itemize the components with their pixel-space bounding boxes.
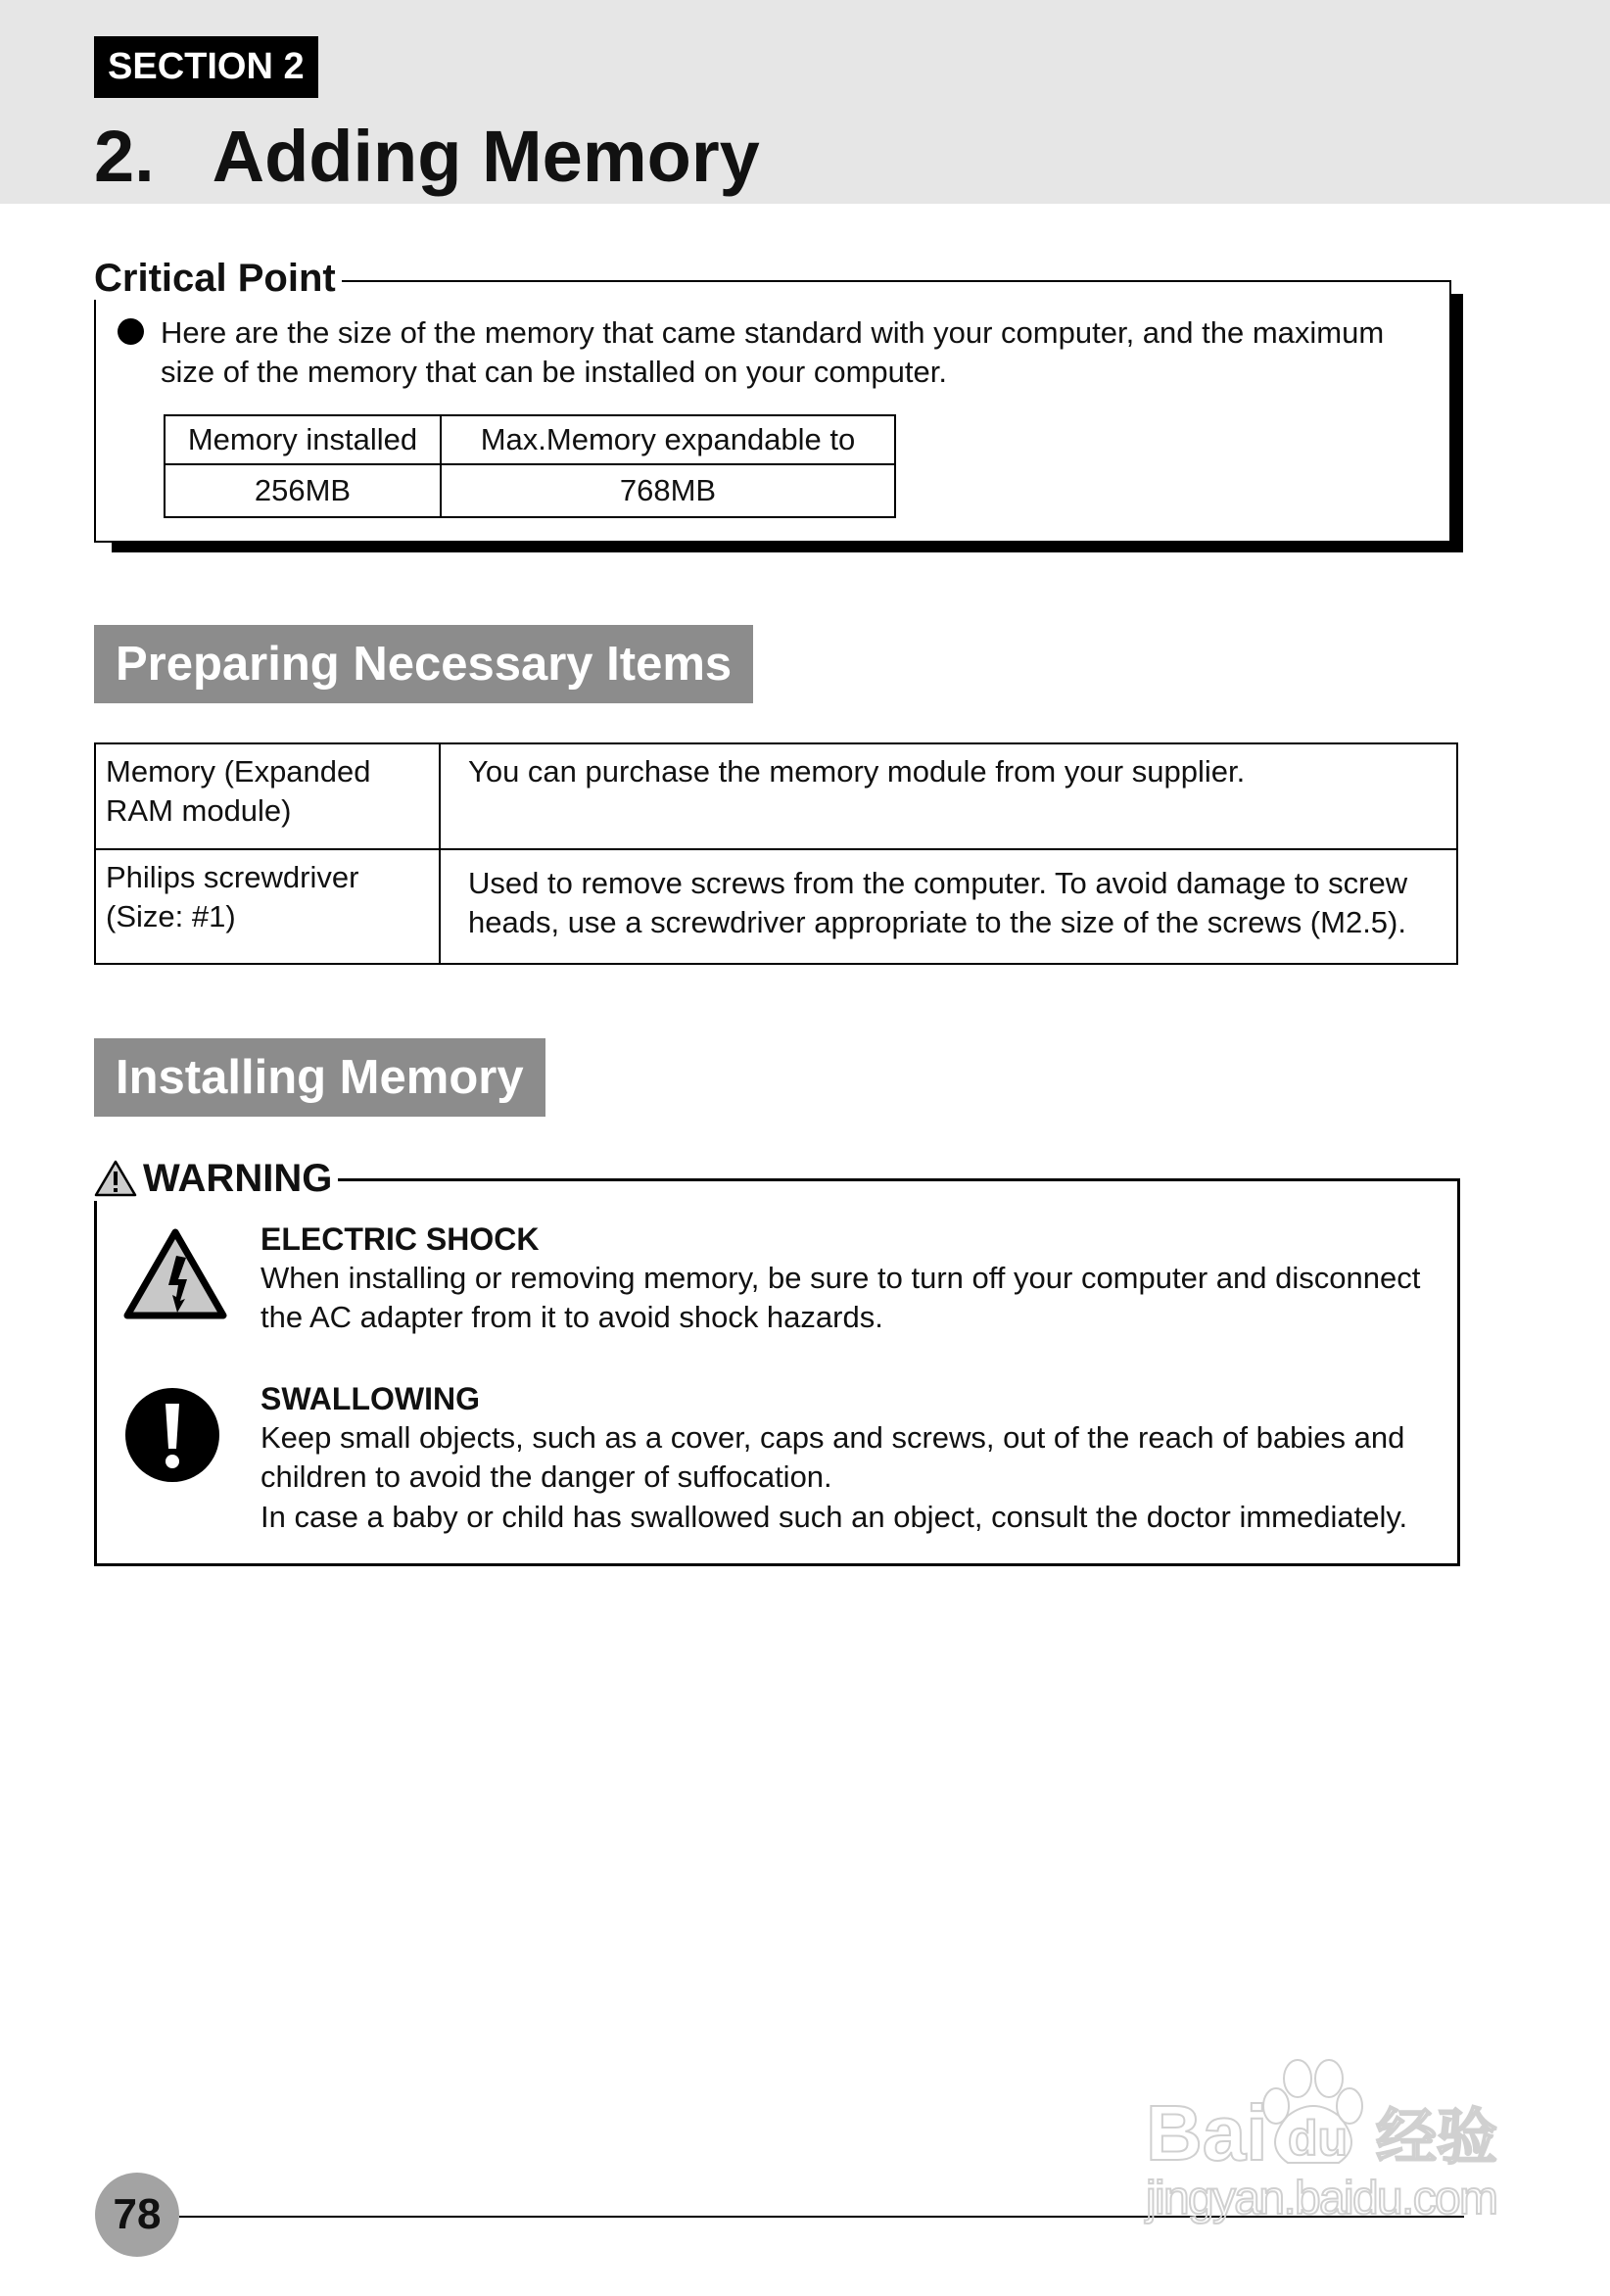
warning-title: ELECTRIC SHOCK [260,1221,540,1257]
svg-text:du: du [1288,2111,1349,2166]
max-memory-value: 768MB [441,464,895,517]
warning-text: When installing or removing memory, be sure to turn off your computer and disconnect the AC adapter from it to avoid shock hazards. [260,1261,1421,1334]
item-description: Used to remove screws from the computer. To avoid damage to screw heads, use a screwdriver appropriate to the size of the screws (M2.5). [440,849,1457,964]
items-table [94,742,1458,965]
baidu-watermark-logo [1141,2057,1513,2228]
warning-title: SWALLOWING [260,1381,480,1416]
item-name: Philips screwdriver (Size: #1) [95,849,440,964]
table-row [95,743,1457,849]
exclamation-icon [125,1388,219,1482]
memory-installed-value: 256MB [165,464,441,517]
svg-text:jingyan.baidu.com: jingyan.baidu.com [1146,2173,1498,2224]
warning-heading [94,1156,338,1201]
critical-point-heading: Critical Point [94,257,342,300]
page-number: 78 [95,2173,179,2257]
page-title: 2. Adding Memory [94,116,760,197]
bullet-icon [118,318,144,345]
item-name: Memory (Expanded RAM module) [95,743,440,849]
warning-triangle-icon [94,1160,137,1197]
preparing-heading: Preparing Necessary Items [94,625,753,703]
critical-point-text: Here are the size of the memory that came standard with your computer, and the maximum size of the memory that can be installed on your computer. [161,315,1385,389]
svg-text:经验: 经验 [1376,2101,1498,2173]
installing-heading: Installing Memory [94,1038,545,1117]
memory-installed-header: Memory installed [165,415,441,464]
memory-table [164,414,896,518]
item-description: You can purchase the memory module from your supplier. [440,743,1457,849]
warning-text: Keep small objects, such as a cover, caps and screws, out of the reach of babies and children to avoid the danger of suffocation. [260,1420,1405,1494]
svg-text:Bai: Bai [1146,2089,1268,2176]
electric-shock-icon [123,1228,227,1320]
warning-label: WARNING [143,1157,333,1200]
table-row [95,849,1457,964]
warning-text: In case a baby or child has swallowed such an object, consult the doctor immediately. [260,1500,1408,1534]
section-label: SECTION 2 [94,36,318,98]
max-memory-header: Max.Memory expandable to [441,415,895,464]
